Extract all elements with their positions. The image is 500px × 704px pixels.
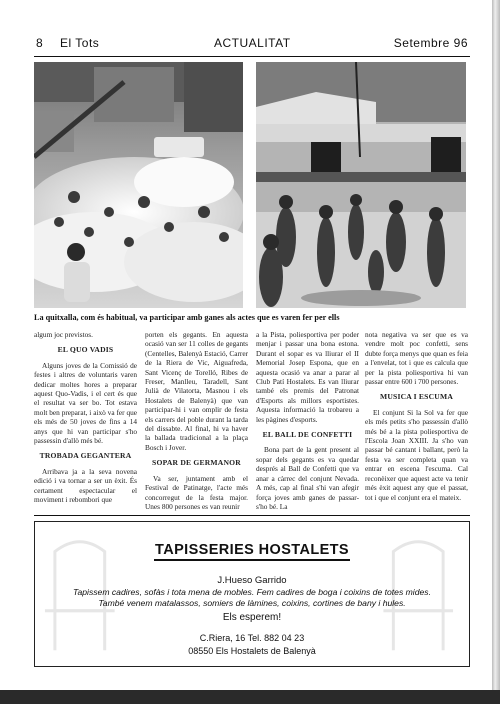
article-paragraph: a la Pista, poliesportiva per poder menjar i passar una bona estona. Durant el sopar es va lliurar el II Memorial Josep Espona, que en aquesta ocasió va anar a parar al Club Patí Hostalets. Es van lliurar també els premis del Patronat d'Esports als millors esportistes. Aquesta informació la trobareu a les pàgines d'esports. (256, 330, 359, 424)
article-paragraph: El conjunt Si la Sol va fer que els més petits s'ho passessin d'allò més bé a la pista poliesportiva de l'Escola Joan XXIII. Ja s'ho van passar bé cantant i ballant, però la festa va ser completa quan va entrar en escena l'escuma. Cal reconèixer que aquest acte va tenir més èxit aquest any que el passat, tot i que el conjunt era el mateix. (365, 407, 468, 502)
subheading-sopar-germanor: SOPAR DE GERMANOR (152, 458, 241, 468)
advert-address: C.Riera, 16 Tel. 882 04 23 (199, 633, 305, 643)
page-header (34, 36, 470, 54)
advertisement-box (34, 521, 470, 667)
article-paragraph: algum joc previstos. (34, 330, 93, 339)
page-edge-right (492, 0, 500, 704)
article-paragraph: Arribava ja a la seva novena edició i va tornar a ser un èxit. És certament espectacular el moviment i rebombori que (34, 466, 137, 505)
article-paragraph: Bona part de la gent present al sopar dels gegants es va quedar després al Ball de Confetti que va anar a càrrec del conjunt Nevada. A més, cap al final s'hi van afegir força joves amb ganes de passar-s'ho bé. La (256, 445, 359, 511)
article-column-3 (256, 330, 359, 514)
article-paragraph: porten els gegants. En aquesta ocasió van ser 11 colles de gegants (Centelles, Balenyà Estació, Carrer de la Riera de Vic, Aiguafreda, Sant Vicenç de Torelló, Ribes de Freser, Manlleu, Taradell, Sant Julià de Vilatorta, Masnou i els Hostalets de Balenyà) que van participar-hi i van omplir de festa els carrers del poble durant la tarda del dissabte. Al final, hi va haver la ballada tradicional a la plaça Bosch i Jover. (145, 330, 248, 452)
subheading-ball-confetti: EL BALL DE CONFETTI (262, 430, 353, 440)
photo-foam-party (34, 62, 243, 308)
article-column-4 (365, 330, 468, 505)
advert-slogan: Els esperem! (222, 612, 282, 623)
advert-top-rule (34, 515, 470, 516)
subheading-trobada-gegantera: TROBADA GEGANTERA (39, 451, 132, 461)
page-edge-bottom (0, 690, 500, 704)
photo-concert (256, 62, 466, 308)
advert-city: 08550 Els Hostalets de Balenyà (188, 646, 316, 656)
page-number: 8 (36, 36, 44, 50)
issue-date: Setembre 96 (393, 36, 468, 50)
article-column-1 (34, 330, 137, 508)
article-column-2 (145, 330, 248, 514)
subheading-quo-vadis: EL QUO VADIS (57, 345, 114, 355)
advert-title: TAPISSERIES HOSTALETS (154, 542, 350, 561)
article-paragraph: nota negativa va ser que es va vendre molt poc confetti, sens dubte força menys que quan es feia a l'envelat, tot i que es calcula que per la pista poliesportiva hi van passar entre 600 i 700 persones. (365, 330, 468, 387)
advert-line: També venem matalassos, somiers de làmines, coixins, cortines de bany i hules. (98, 598, 406, 608)
header-rule (34, 56, 470, 57)
advert-line: Tapissem cadires, sofàs i tota mena de mobles. Fem cadires de boga i coixins de totes mides. (73, 587, 431, 597)
section-name: ACTUALITAT (214, 36, 291, 50)
article-paragraph: Va ser, juntament amb el Festival de Patinatge, l'acte més concorregut de la festa major. Unes 800 persones es van reunir (145, 473, 248, 511)
article-paragraph: Alguns joves de la Comissió de festes i altres de voluntaris varen dedicar moltes hores a preparar aquest Quo-Vadis, i el cert és que el resultat va ser bo. Tot estava molt ben preparat, i això va fer que els més de 50 joves de fins a 14 anys que hi van participar s'ho passessin d'allò més bé. (34, 360, 137, 446)
publication-name: El Tots (60, 36, 100, 50)
subheading-musica-escuma: MUSICA I ESCUMA (379, 392, 454, 402)
advert-owner: J.Hueso Garrido (217, 575, 287, 586)
photo-caption: La quitxalla, com és habitual, va participar amb ganes als actes que es varen fer per ells (34, 313, 340, 322)
